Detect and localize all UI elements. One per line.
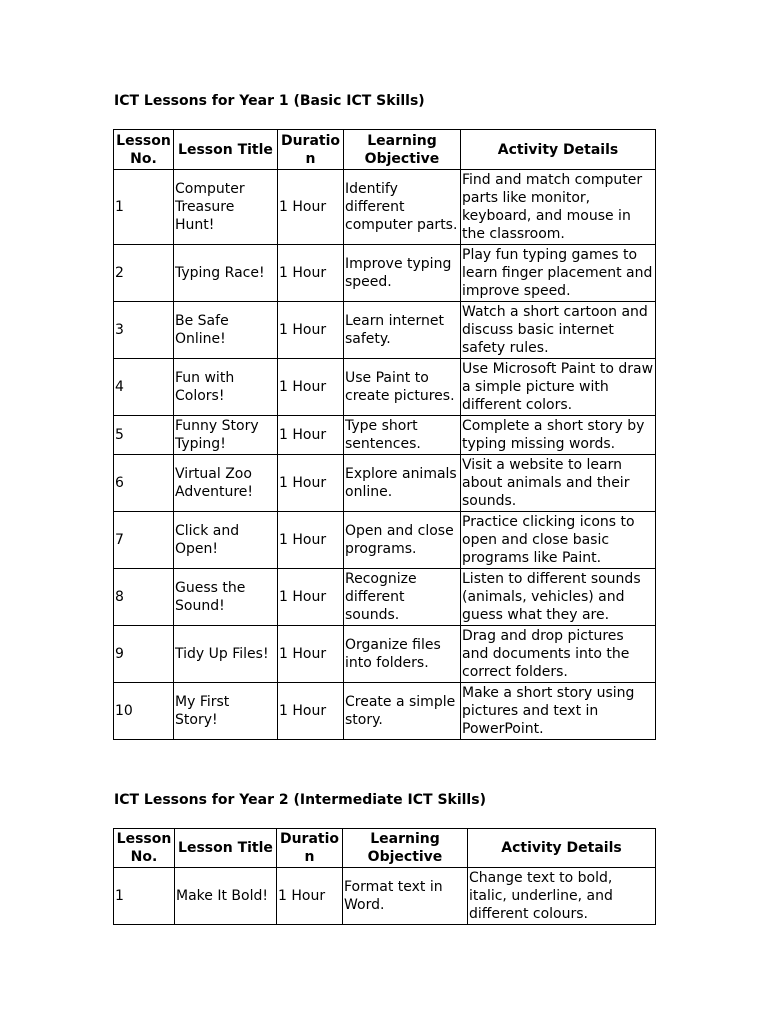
table-header-row xyxy=(114,130,656,170)
table-row xyxy=(114,359,656,416)
duration-cell: 1 Hour xyxy=(278,683,344,740)
header-lesson-no: Lesson No. xyxy=(114,130,174,170)
lesson-title-cell: Tidy Up Files! xyxy=(174,626,278,683)
lesson-no-cell: 1 xyxy=(114,170,174,245)
header-learning-objective: Learning Objective xyxy=(344,130,461,170)
details-cell: Use Microsoft Paint to draw a simple picture with different colors. xyxy=(461,359,656,416)
details-cell: Play fun typing games to learn finger placement and improve speed. xyxy=(461,245,656,302)
details-cell: Visit a website to learn about animals and their sounds. xyxy=(461,455,656,512)
objective-cell: Learn internet safety. xyxy=(344,302,461,359)
lesson-no-cell: 1 xyxy=(114,868,175,925)
header-lesson-title: Lesson Title xyxy=(175,829,277,868)
duration-cell: 1 Hour xyxy=(277,868,343,925)
objective-cell: Improve typing speed. xyxy=(344,245,461,302)
lesson-no-cell: 3 xyxy=(114,302,174,359)
lesson-title-cell: Virtual Zoo Adventure! xyxy=(174,455,278,512)
duration-cell: 1 Hour xyxy=(278,359,344,416)
lesson-title-cell: Click and Open! xyxy=(174,512,278,569)
header-activity-details: Activity Details xyxy=(461,130,656,170)
duration-cell: 1 Hour xyxy=(278,569,344,626)
table-row xyxy=(114,245,656,302)
details-cell: Watch a short cartoon and discuss basic internet safety rules. xyxy=(461,302,656,359)
lesson-no-cell: 2 xyxy=(114,245,174,302)
objective-cell: Recognize different sounds. xyxy=(344,569,461,626)
lesson-no-cell: 4 xyxy=(114,359,174,416)
table-row xyxy=(114,683,656,740)
details-cell: Practice clicking icons to open and close basic programs like Paint. xyxy=(461,512,656,569)
objective-cell: Explore animals online. xyxy=(344,455,461,512)
lesson-title-cell: Guess the Sound! xyxy=(174,569,278,626)
duration-cell: 1 Hour xyxy=(278,170,344,245)
lesson-title-cell: Funny Story Typing! xyxy=(174,416,278,455)
table-row xyxy=(114,302,656,359)
table-row xyxy=(114,512,656,569)
details-cell: Make a short story using pictures and text in PowerPoint. xyxy=(461,683,656,740)
details-cell: Complete a short story by typing missing words. xyxy=(461,416,656,455)
header-learning-objective: Learning Objective xyxy=(343,829,468,868)
lesson-title-cell: Fun with Colors! xyxy=(174,359,278,416)
year1-title: ICT Lessons for Year 1 (Basic ICT Skills) xyxy=(114,93,425,109)
details-cell: Drag and drop pictures and documents into the correct folders. xyxy=(461,626,656,683)
table-row xyxy=(114,170,656,245)
lesson-no-cell: 5 xyxy=(114,416,174,455)
duration-cell: 1 Hour xyxy=(278,626,344,683)
year1-lessons-table xyxy=(113,129,656,740)
table-row xyxy=(114,416,656,455)
header-lesson-no: Lesson No. xyxy=(114,829,175,868)
lesson-no-cell: 10 xyxy=(114,683,174,740)
table-header-row xyxy=(114,829,656,868)
objective-cell: Type short sentences. xyxy=(344,416,461,455)
duration-cell: 1 Hour xyxy=(278,245,344,302)
header-lesson-title: Lesson Title xyxy=(174,130,278,170)
lesson-no-cell: 7 xyxy=(114,512,174,569)
header-duration: Duration xyxy=(277,829,343,868)
objective-cell: Use Paint to create pictures. xyxy=(344,359,461,416)
lesson-no-cell: 8 xyxy=(114,569,174,626)
lesson-title-cell: Computer Treasure Hunt! xyxy=(174,170,278,245)
objective-cell: Organize files into folders. xyxy=(344,626,461,683)
lesson-title-cell: Make It Bold! xyxy=(175,868,277,925)
year2-title: ICT Lessons for Year 2 (Intermediate ICT Skills) xyxy=(114,792,486,808)
objective-cell: Identify different computer parts. xyxy=(344,170,461,245)
objective-cell: Create a simple story. xyxy=(344,683,461,740)
duration-cell: 1 Hour xyxy=(278,302,344,359)
lesson-no-cell: 6 xyxy=(114,455,174,512)
header-activity-details: Activity Details xyxy=(468,829,656,868)
details-cell: Change text to bold, italic, underline, and different colours. xyxy=(468,868,656,925)
lesson-no-cell: 9 xyxy=(114,626,174,683)
duration-cell: 1 Hour xyxy=(278,455,344,512)
table-row xyxy=(114,569,656,626)
objective-cell: Open and close programs. xyxy=(344,512,461,569)
lesson-title-cell: My First Story! xyxy=(174,683,278,740)
table-row xyxy=(114,626,656,683)
table-row xyxy=(114,455,656,512)
table-row xyxy=(114,868,656,925)
objective-cell: Format text in Word. xyxy=(343,868,468,925)
lesson-title-cell: Be Safe Online! xyxy=(174,302,278,359)
duration-cell: 1 Hour xyxy=(278,512,344,569)
duration-cell: 1 Hour xyxy=(278,416,344,455)
year2-lessons-table xyxy=(113,828,656,925)
header-duration: Duration xyxy=(278,130,344,170)
lesson-title-cell: Typing Race! xyxy=(174,245,278,302)
details-cell: Listen to different sounds (animals, vehicles) and guess what they are. xyxy=(461,569,656,626)
details-cell: Find and match computer parts like monitor, keyboard, and mouse in the classroom. xyxy=(461,170,656,245)
